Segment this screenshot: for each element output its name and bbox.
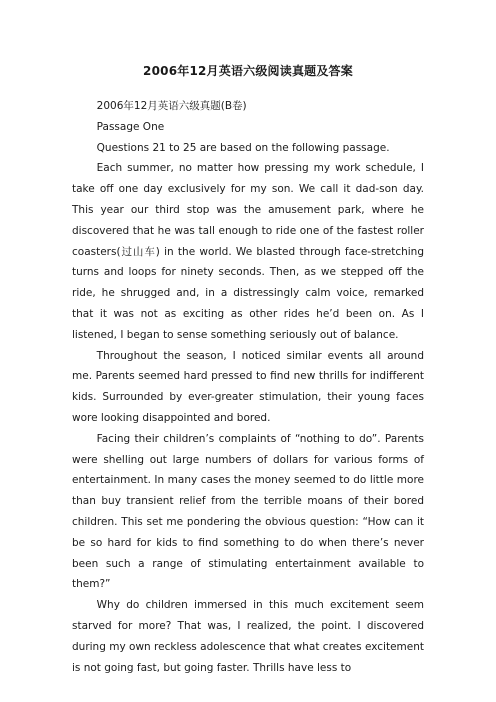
passage-heading: Passage One bbox=[96, 120, 165, 133]
passage-paragraph-1: Each summer, no matter how pressing my work schedule, I take off one day exclusively for my son. We call it dad-son day. This year our third stop was the amusement park, where he discovered that he was tall enough to ride one of the fastest roller coasters(过山车) in the world. We blasted through face-stretching turns and loops for ninety seconds. Then, as we stepped off the ride, he shrugged and, in a distressingly calm voice, remarked that it was not as exciting as other rides he’d been on. As I listened, I began to sense something seriously out of balance. bbox=[72, 162, 424, 341]
question-instruction: Questions 21 to 25 are based on the following passage. bbox=[96, 141, 390, 154]
exam-subtitle: 2006年12月英语六级真题(B卷) bbox=[96, 100, 247, 112]
passage-paragraph-3: Facing their children’s complaints of “nothing to do”. Parents were shelling out large numbers of dollars for various forms of entertainment. In many cases the money seemed to do little more than buy transient relief from the terrible moans of their bored children. This set me pondering the obvious question: “How can it be so hard for kids to find something to do when there’s never been such a range of stimulating entertainment available to them?” bbox=[72, 432, 424, 591]
passage-paragraph-2: Throughout the season, I noticed similar events all around me. Parents seemed hard pressed to find new thrills for indifferent kids. Surrounded by ever-greater stimulation, their young faces wore looking disappointed and bored. bbox=[72, 349, 424, 424]
passage-paragraph-4: Why do children immersed in this much excitement seem starved for more? That was, I realized, the point. I discovered during my own reckless adolescence that what creates excitement is not going fast, but going faster. Thrills have less to bbox=[72, 599, 424, 674]
document-title: 2006年12月英语六级阅读真题及答案 bbox=[143, 64, 353, 78]
